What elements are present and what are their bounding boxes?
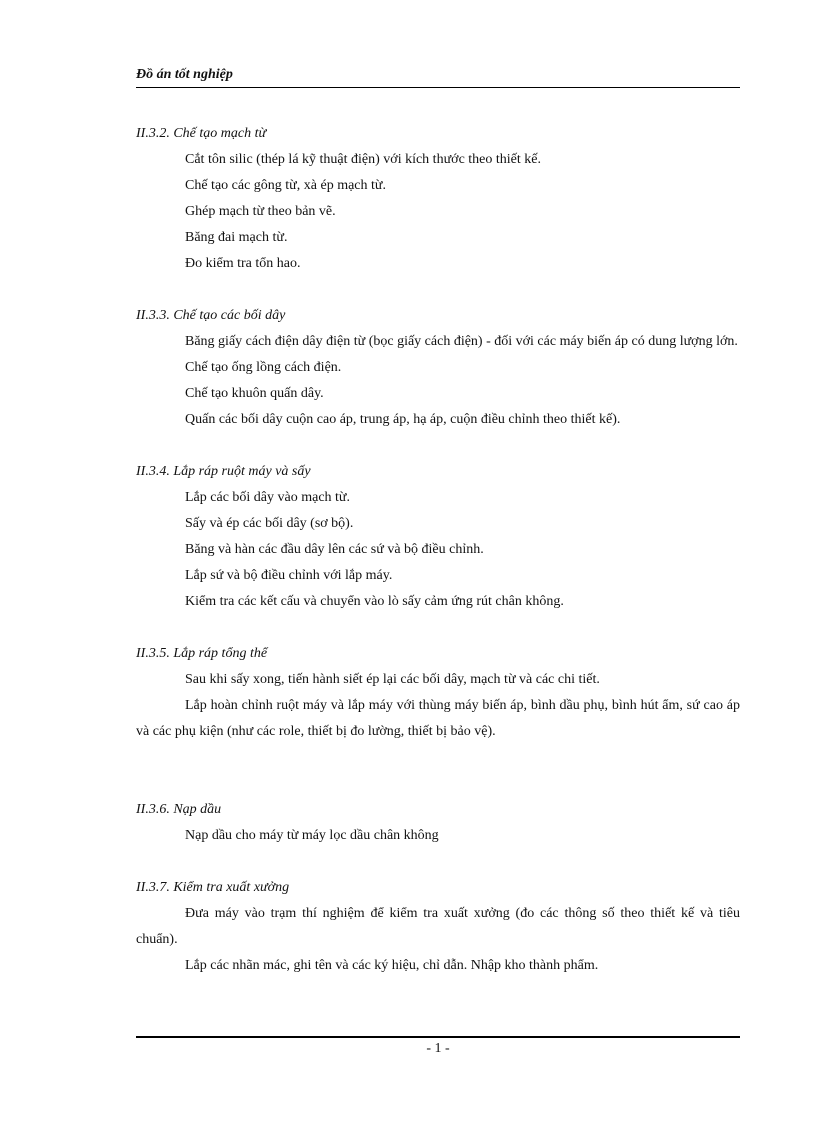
paragraph: Cắt tôn silic (thép lá kỹ thuật điện) với kích thước theo thiết kế. <box>185 152 541 167</box>
paragraph: Kiểm tra các kết cấu và chuyển vào lò sấy cảm ứng rút chân không. <box>185 594 564 609</box>
footer-divider <box>136 1036 740 1038</box>
paragraph: Lắp các bối dây vào mạch từ. <box>185 490 351 505</box>
paragraph: Băng đai mạch từ. <box>185 230 288 245</box>
paragraph: Nạp dầu cho máy từ máy lọc dầu chân không <box>185 828 439 843</box>
header-divider <box>136 87 740 88</box>
section-nap-dau <box>136 797 740 849</box>
section-kiem-tra-xuat-xuong <box>136 875 740 979</box>
paragraph: Lắp sứ và bộ điều chỉnh với lắp máy. <box>185 568 393 583</box>
section-heading: II.3.3. Chế tạo các bối dây <box>136 308 286 323</box>
paragraph: Chế tạo khuôn quấn dây. <box>185 386 324 401</box>
paragraph: Lắp hoàn chỉnh ruột máy và lắp máy với thùng máy biến áp, bình dầu phụ, bình hút ẩm, sứ cao áp và các phụ kiện (như các role, thiết bị đo lường, thiết bị bảo vệ). <box>136 698 740 739</box>
section-heading: II.3.7. Kiểm tra xuất xưởng <box>136 880 290 895</box>
paragraph: Sau khi sấy xong, tiến hành siết ép lại các bối dây, mạch từ và các chi tiết. <box>185 672 600 687</box>
paragraph: Sấy và ép các bối dây (sơ bộ). <box>185 516 354 531</box>
document-body <box>136 121 740 979</box>
document-header-title: Đồ án tốt nghiệp <box>136 67 233 82</box>
paragraph: Đo kiểm tra tổn hao. <box>185 256 301 271</box>
section-che-tao-boi-day <box>136 303 740 433</box>
paragraph: Chế tạo ống lồng cách điện. <box>185 360 342 375</box>
paragraph: Lắp các nhãn mác, ghi tên và các ký hiệu, chỉ dẫn. Nhập kho thành phẩm. <box>185 958 599 973</box>
section-heading: II.3.2. Chế tạo mạch từ <box>136 126 267 141</box>
paragraph: Băng giấy cách điện dây điện từ (bọc giấy cách điện) - đối với các máy biến áp có dung lượng lớn. <box>185 334 738 349</box>
paragraph: Quấn các bối dây cuộn cao áp, trung áp, hạ áp, cuộn điều chỉnh theo thiết kế). <box>185 412 621 427</box>
paragraph: Ghép mạch từ theo bản vẽ. <box>185 204 336 219</box>
paragraph: Băng và hàn các đầu dây lên các sứ và bộ điều chỉnh. <box>185 542 484 557</box>
page-number: - 1 - <box>426 1041 450 1056</box>
paragraph: Chế tạo các gông từ, xà ép mạch từ. <box>185 178 386 193</box>
section-lap-rap-ruot-may <box>136 459 740 615</box>
section-che-tao-mach-tu <box>136 121 740 277</box>
section-heading: II.3.5. Lắp ráp tổng thể <box>136 646 268 661</box>
paragraph: Đưa máy vào trạm thí nghiệm để kiểm tra xuất xưởng (đo các thông số theo thiết kế và tiêu chuẩn). <box>136 906 740 947</box>
section-heading: II.3.6. Nạp dầu <box>136 802 222 817</box>
section-lap-rap-tong-the <box>136 641 740 745</box>
section-heading: II.3.4. Lắp ráp ruột máy và sấy <box>136 464 311 479</box>
